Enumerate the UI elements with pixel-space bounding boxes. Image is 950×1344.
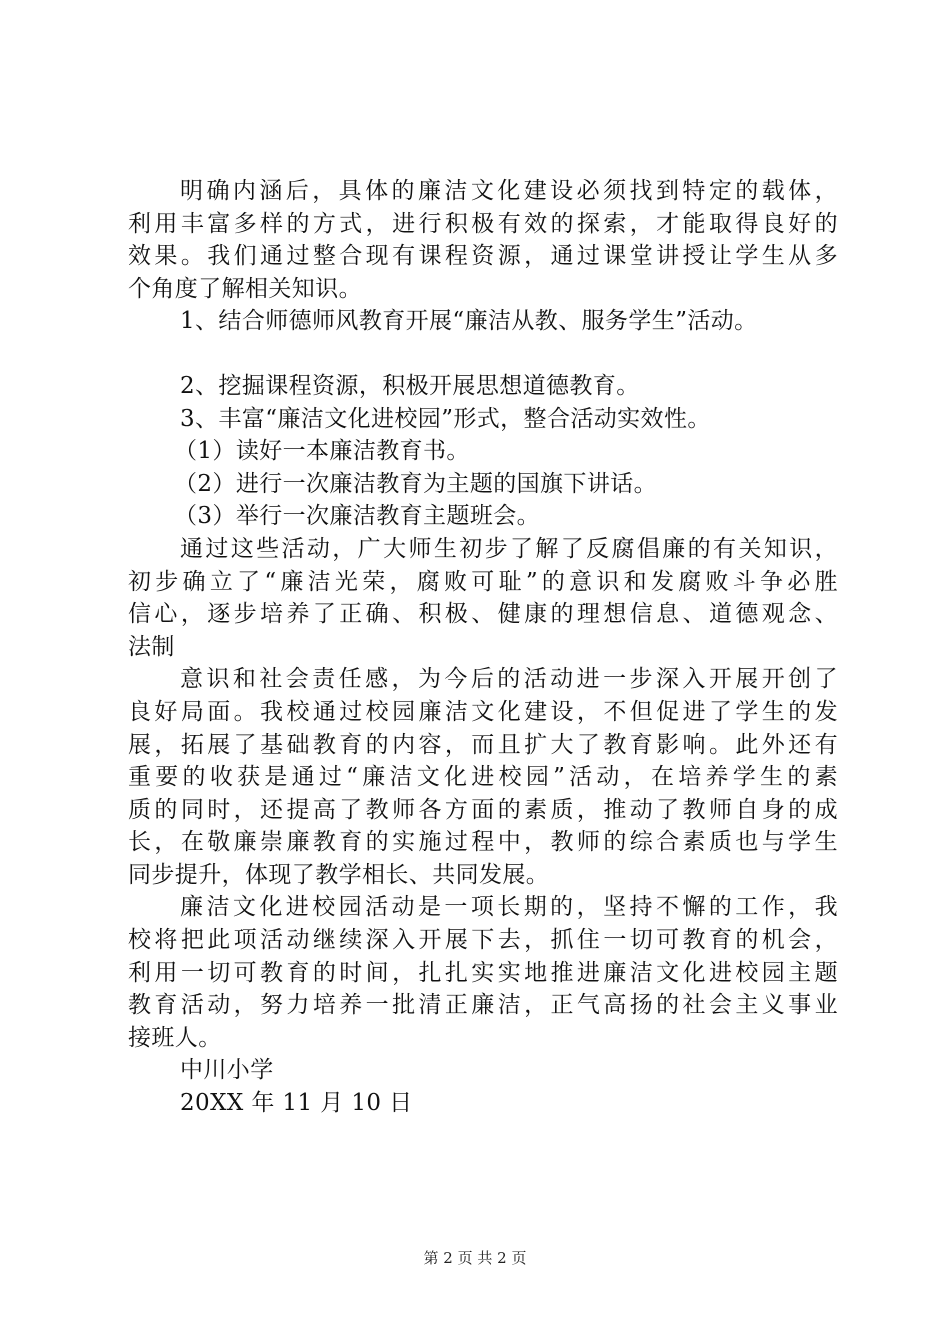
text-line: 接班人。 [128,1024,222,1051]
text-line: 初步确立了“廉洁光荣，腐败可耻”的意识和发腐败斗争必胜 [128,568,838,595]
text-line: 1、结合师德师风教育开展“廉洁从教、服务学生”活动。 [180,308,758,335]
text-line: 教育活动，努力培养一批清正廉洁，正气高扬的社会主义事业 [128,992,838,1019]
text-line: 重要的收获是通过“廉洁文化进校园”活动，在培养学生的素 [128,764,838,791]
text-line: 通过这些活动，广大师生初步了解了反腐倡廉的有关知识， [180,535,838,562]
text-line: 20XX 年 11 月 10 日 [180,1090,413,1117]
text-line: 意识和社会责任感，为今后的活动进一步深入开展开创了 [180,666,838,693]
text-line: 法制 [128,633,175,660]
text-line: 质的同时，还提高了教师各方面的素质，推动了教师自身的成 [128,796,838,823]
text-line: 同步提升，体现了教学相长、共同发展。 [128,861,550,888]
text-line: 利用一切可教育的时间，扎扎实实地推进廉洁文化进校园主题 [128,959,838,986]
text-line: （1）读好一本廉洁教育书。 [174,438,470,465]
document-body [128,175,838,1120]
text-line: 校将把此项活动继续深入开展下去，抓住一切可教育的机会， [128,927,838,954]
text-line: 展，拓展了基础教育的内容，而且扩大了教育影响。此外还有 [128,731,838,758]
text-line: 3、丰富“廉洁文化进校园”形式，整合活动实效性。 [180,405,711,432]
text-line: 效果。我们通过整合现有课程资源，通过课堂讲授让学生从多 [128,243,838,270]
text-line: 廉洁文化进校园活动是一项长期的，坚持不懈的工作，我 [180,894,838,921]
text-line: 明确内涵后，具体的廉洁文化建设必须找到特定的载体， [180,178,838,204]
text-line: 2、挖掘课程资源，积极开展思想道德教育。 [180,372,640,399]
text-line: 良好局面。我校通过校园廉洁文化建设，不但促进了学生的发 [128,698,838,725]
text-line: （3）举行一次廉洁教育主题班会。 [174,503,541,530]
page-footer: 第 2 页 共 2 页 [423,1249,527,1267]
text-line: 利用丰富多样的方式，进行积极有效的探索，才能取得良好的 [128,210,838,237]
text-line: 信心，逐步培养了正确、积极、健康的理想信息、道德观念、 [128,601,838,628]
text-line: 中川小学 [180,1057,274,1084]
text-line: （2）进行一次廉洁教育为主题的国旗下讲话。 [174,470,658,497]
text-line: 长，在敬廉崇廉教育的实施过程中，教师的综合素质也与学生 [128,829,838,856]
text-line: 个角度了解相关知识。 [128,275,362,302]
